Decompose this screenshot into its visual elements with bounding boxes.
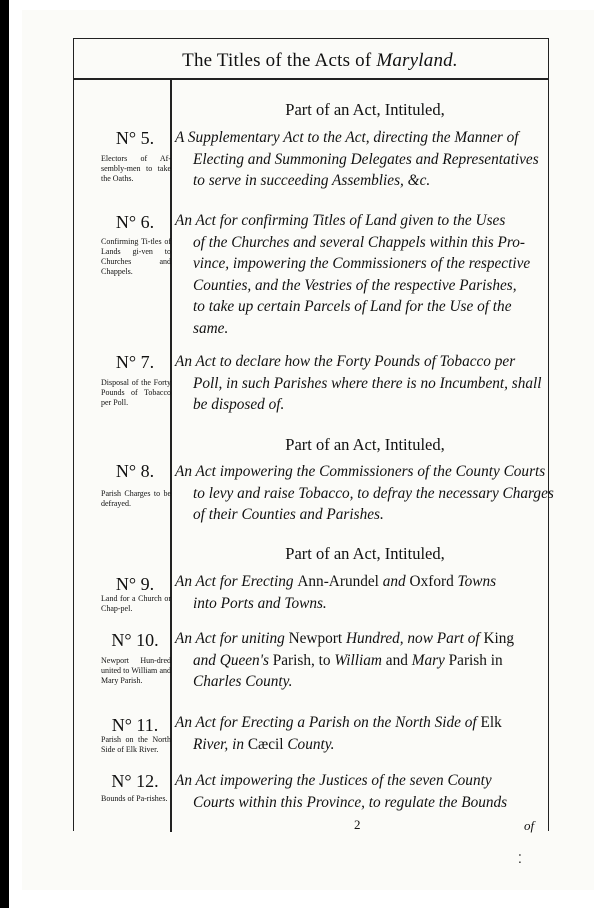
act-text: Towns bbox=[453, 573, 497, 590]
marginal-note: Confirming Ti-tles of Lands gi-ven to Churches and Chappels. bbox=[101, 237, 171, 276]
act-text: County. bbox=[283, 735, 335, 753]
act-text: same. bbox=[193, 319, 229, 337]
scan-left-edge bbox=[0, 0, 9, 908]
act-title-line bbox=[175, 373, 540, 395]
act-text: Hundred, now Part of bbox=[342, 630, 484, 647]
act-title-line bbox=[175, 461, 546, 483]
act-title-line bbox=[175, 170, 540, 192]
margin-mark: ⁚ bbox=[518, 852, 522, 866]
marginal-note: Bounds of Pa-rishes. bbox=[101, 794, 168, 803]
act-text: William bbox=[334, 651, 382, 669]
entry-number: N° 8. bbox=[115, 461, 155, 481]
act-text: A Supplementary Act to the Act, directing the Manner of bbox=[175, 129, 519, 146]
act-text: and Queen's bbox=[193, 651, 269, 669]
act-text: Mary bbox=[411, 651, 445, 669]
act-title-line bbox=[175, 628, 540, 650]
act-title-line bbox=[175, 483, 554, 505]
act-title bbox=[175, 351, 540, 416]
act-title bbox=[175, 461, 554, 526]
act-text: An Act for uniting bbox=[175, 630, 289, 647]
entry-number: N° 12. bbox=[111, 771, 159, 791]
act-title-line bbox=[175, 127, 540, 149]
act-text: An Act for confirming Titles of Land given to the Uses bbox=[175, 212, 506, 229]
act-title-line bbox=[175, 671, 540, 693]
marginal-note: Parish on the North Side of Elk River. bbox=[101, 735, 171, 754]
marginal-note: Disposal of the Forty Pounds of Tobacco per Poll. bbox=[101, 378, 171, 407]
part-heading: Part of an Act, Intituled, bbox=[285, 435, 445, 454]
act-text: of their Counties and Parishes. bbox=[193, 506, 384, 523]
entry-number: N° 10. bbox=[111, 630, 159, 650]
act-title-line bbox=[175, 253, 540, 275]
act-title bbox=[175, 571, 540, 614]
marginal-note: Newport Hun-dred united to William and Mary Parish. bbox=[101, 656, 171, 685]
part-heading: Part of an Act, Intituled, bbox=[285, 100, 445, 119]
page-title: The Titles of the Acts of Maryland. bbox=[182, 50, 458, 71]
act-title-line bbox=[175, 394, 540, 416]
entry-number: N° 11. bbox=[111, 715, 159, 735]
entry-number: N° 7. bbox=[115, 352, 155, 372]
act-text: Newport bbox=[288, 630, 343, 647]
act-text: Counties, and the Vestries of the respective Parishes, bbox=[193, 276, 517, 294]
act-text: River, in bbox=[193, 735, 248, 753]
act-text: Parish, to bbox=[268, 651, 335, 669]
act-title-line bbox=[175, 571, 540, 593]
act-title-line bbox=[175, 712, 540, 734]
marginal-note: Parish Charges to be defrayed. bbox=[101, 489, 171, 508]
marginal-note: Land for a Church or Chap-pel. bbox=[101, 594, 171, 613]
act-text: of the Churches and several Chappels within this Pro- bbox=[193, 233, 525, 251]
act-text: Parish in bbox=[444, 651, 503, 669]
act-title-line bbox=[175, 275, 540, 297]
act-title-line bbox=[175, 232, 540, 254]
act-text: Elk bbox=[480, 714, 502, 731]
act-title-line bbox=[175, 296, 540, 318]
act-text: An Act for Erecting bbox=[175, 573, 298, 590]
act-title bbox=[175, 127, 540, 192]
act-text: An Act impowering the Justices of the seven County bbox=[175, 772, 492, 789]
act-title-line bbox=[175, 149, 540, 171]
act-text: into Ports and Towns. bbox=[193, 594, 327, 612]
act-title-line bbox=[175, 210, 540, 232]
act-title bbox=[175, 770, 540, 813]
act-title-line bbox=[175, 318, 540, 340]
act-title-line bbox=[175, 351, 540, 373]
act-text: Charles County. bbox=[193, 673, 293, 690]
marginal-note: Electors of Af-sembly-men to take the Oaths. bbox=[101, 154, 171, 183]
act-text: An Act for Erecting a Parish on the North Side of bbox=[175, 714, 481, 731]
act-title-line bbox=[175, 504, 540, 526]
act-title bbox=[175, 628, 540, 693]
margin-divider bbox=[170, 80, 172, 832]
entry-number: N° 5. bbox=[115, 128, 155, 148]
act-title bbox=[175, 210, 540, 339]
act-title bbox=[175, 712, 540, 755]
act-text: and bbox=[381, 651, 412, 669]
act-text: King bbox=[483, 630, 515, 647]
signature-mark: 2 bbox=[354, 817, 361, 832]
act-text: Courts within this Province, to regulate the Bounds bbox=[193, 793, 508, 811]
act-text: to take up certain Parcels of Land for the Use of the bbox=[193, 298, 512, 315]
act-text: Ann-Arundel bbox=[297, 573, 379, 590]
act-title-line bbox=[175, 650, 540, 672]
act-text: An Act to declare how the Forty Pounds of Tobacco per bbox=[175, 353, 516, 370]
catchword: of bbox=[524, 818, 535, 833]
act-title-line bbox=[175, 593, 540, 615]
entry-number: N° 9. bbox=[115, 574, 155, 594]
part-heading: Part of an Act, Intituled, bbox=[285, 544, 445, 563]
act-text: An Act impowering the Commissioners of the County Courts bbox=[175, 463, 546, 480]
title-rule bbox=[73, 78, 549, 80]
act-title-line bbox=[175, 770, 540, 792]
act-text: and bbox=[378, 573, 410, 590]
act-title-line bbox=[175, 792, 540, 814]
act-text: to levy and raise Tobacco, to defray the necessary Charges bbox=[193, 484, 554, 502]
act-text: Cæcil bbox=[247, 735, 284, 753]
act-text: Poll, in such Parishes where there is no Incumbent, shall bbox=[193, 374, 542, 392]
act-title-line bbox=[175, 734, 540, 756]
act-text: vince, impowering the Commissioners of the respective bbox=[193, 255, 531, 272]
act-text: be disposed of. bbox=[193, 396, 285, 413]
act-text: to serve in succeeding Assemblies, &c. bbox=[193, 172, 431, 189]
entry-number: N° 6. bbox=[115, 212, 155, 232]
act-text: Electing and Summoning Delegates and Representatives bbox=[193, 150, 539, 168]
act-text: Oxford bbox=[409, 573, 454, 590]
